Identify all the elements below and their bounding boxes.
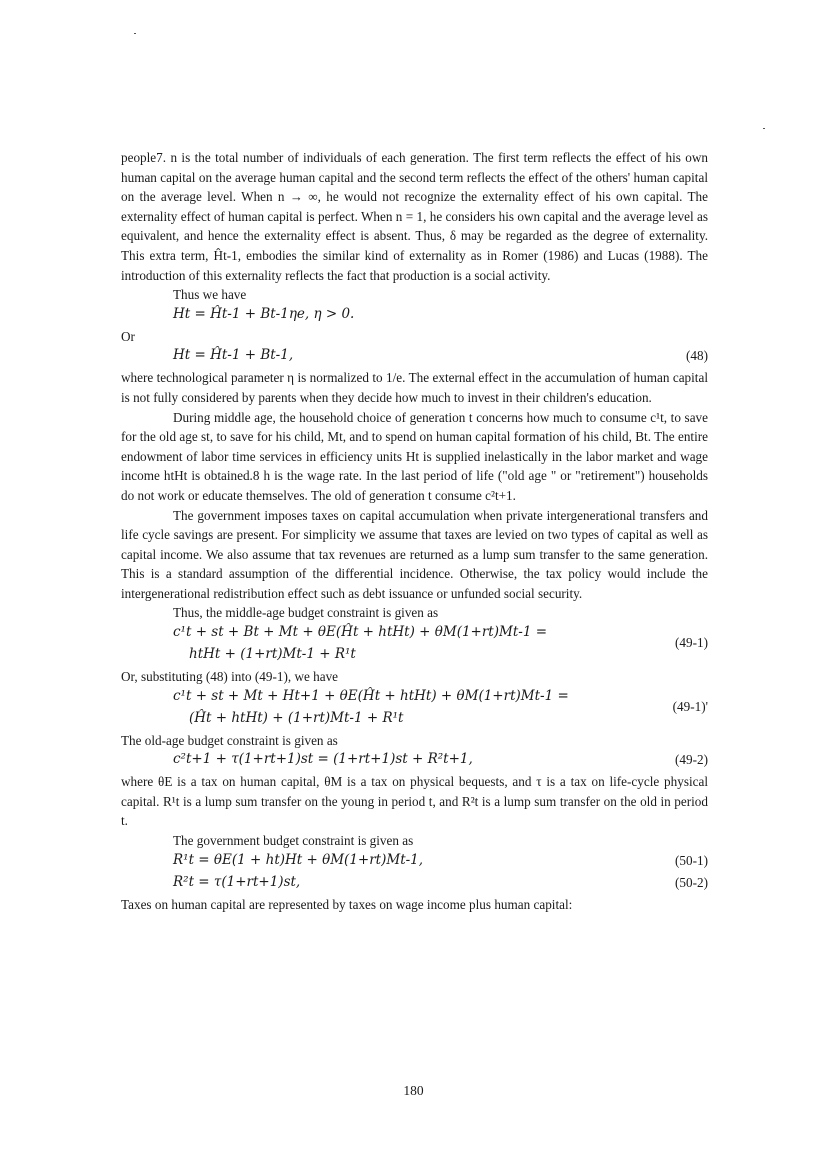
- equation-number: (49-2): [675, 752, 708, 768]
- paragraph-government-taxes: The government imposes taxes on capital accumulation when private intergenerational transfers and life cycle savings are present. For simplicity we assume that taxes are levied on two types of capital as well as capital income. We also assume that tax revenues are returned as a lump sum transfer to the same generation. This is a standard assumption of the differential incidence. Otherwise, the tax policy would include the intergenerational redistribution effect such as debt issuance or unfunded social security.: [121, 507, 708, 601]
- body-text: [121, 148, 708, 914]
- paragraph-externality: people7. n is the total number of individuals of each generation. The first term reflects the effect of his own human capital on the average human capital and the second term reflects the effect of the others' human capital on the average level. When n → ∞, he would not recognize the externality effect of his own capital. The externality effect of human capital is perfect. When n = 1, he considers his own capital and the average level as equivalent, and hence the externality effect is absent. Thus, δ may be regarded as the degree of externality. This extra term, Ĥt-1, embodies the similar kind of externality as in Romer (1986) and Lucas (1988). The introduction of this externality reflects the fact that production is a social activity.: [121, 150, 708, 283]
- equation-line-2: htHt + (1+rt)Mt-1 + R¹t: [189, 646, 356, 663]
- equation-line-1: c¹t + st + Mt + Ht+1 + θE(Ĥt + htHt) + θM(1+rt)Mt-1 =: [173, 687, 569, 704]
- equation-text: R²t = τ(1+rt+1)st,: [173, 873, 301, 890]
- paragraph-or: Or: [121, 328, 135, 344]
- scan-speck: [134, 33, 136, 34]
- paragraph-household-choice: During middle age, the household choice of generation t concerns how much to consume c¹t, to save for the old age st, to save for his child, Mt, and to spend on human capital formation of his child, Bt. The entire endowment of labor time services in efficiency units Ht is supplied inelastically in the labor market and wage income htHt is obtained.8 h is the wage rate. In the last period of life ("old age " or "retirement") households do not work or educate themselves. The old of generation t consume c²t+1.: [121, 409, 708, 503]
- equation-number: (48): [686, 348, 708, 364]
- paragraph-substituting: Or, substituting (48) into (49-1), we have: [121, 669, 339, 685]
- equation-number: (50-2): [675, 874, 708, 890]
- equation-human-capital: [121, 305, 708, 327]
- equation-49-2: [121, 750, 708, 772]
- scan-speck: [763, 128, 765, 129]
- paragraph-technological-parameter: where technological parameter η is normalized to 1/e. The external effect in the accumulation of human capital is not fully considered by parents when they decide how much to invest in their children's education.: [121, 370, 708, 405]
- paragraph-middle-age-intro: Thus, the middle-age budget constraint is given as: [173, 605, 439, 621]
- equation-text: c²t+1 + τ(1+rt+1)st = (1+rt+1)st + R²t+1,: [173, 751, 473, 768]
- paragraph-thus-we-have: Thus we have: [173, 287, 247, 303]
- equation-text: Ht = Ĥt-1 + Bt-1,: [173, 347, 294, 364]
- paragraph-taxes-on-human-capital: Taxes on human capital are represented by taxes on wage income plus human capital:: [121, 896, 573, 912]
- paragraph-tax-definitions: where θE is a tax on human capital, θM is a tax on physical bequests, and τ is a tax on life-cycle physical capital. R¹t is a lump sum transfer on the young in period t, and R²t is a lump sum transfer on the old in period t.: [121, 774, 708, 829]
- paragraph-government-budget-intro: The government budget constraint is given as: [173, 833, 414, 849]
- page-number: 180: [403, 1083, 424, 1098]
- equation-48: [121, 346, 708, 368]
- equation-line-1: c¹t + st + Bt + Mt + θE(Ĥt + htHt) + θM(1+rt)Mt-1 =: [173, 624, 548, 641]
- equation-49-1-prime: [121, 687, 708, 731]
- equation-number: (50-1): [675, 852, 708, 868]
- equation-49-1: [121, 623, 708, 667]
- equation-50-1: [121, 851, 708, 873]
- equation-text: Ht = Ĥt-1 + Bt-1ηe, η > 0.: [173, 305, 355, 322]
- equation-line-2: (Ĥt + htHt) + (1+rt)Mt-1 + R¹t: [189, 709, 404, 726]
- equation-50-2: [121, 873, 708, 895]
- equation-number: (49-1)': [672, 698, 708, 714]
- paragraph-old-age-intro: The old-age budget constraint is given as: [121, 732, 338, 748]
- equation-text: R¹t = θE(1 + ht)Ht + θM(1+rt)Mt-1,: [173, 851, 424, 868]
- equation-number: (49-1): [675, 635, 708, 651]
